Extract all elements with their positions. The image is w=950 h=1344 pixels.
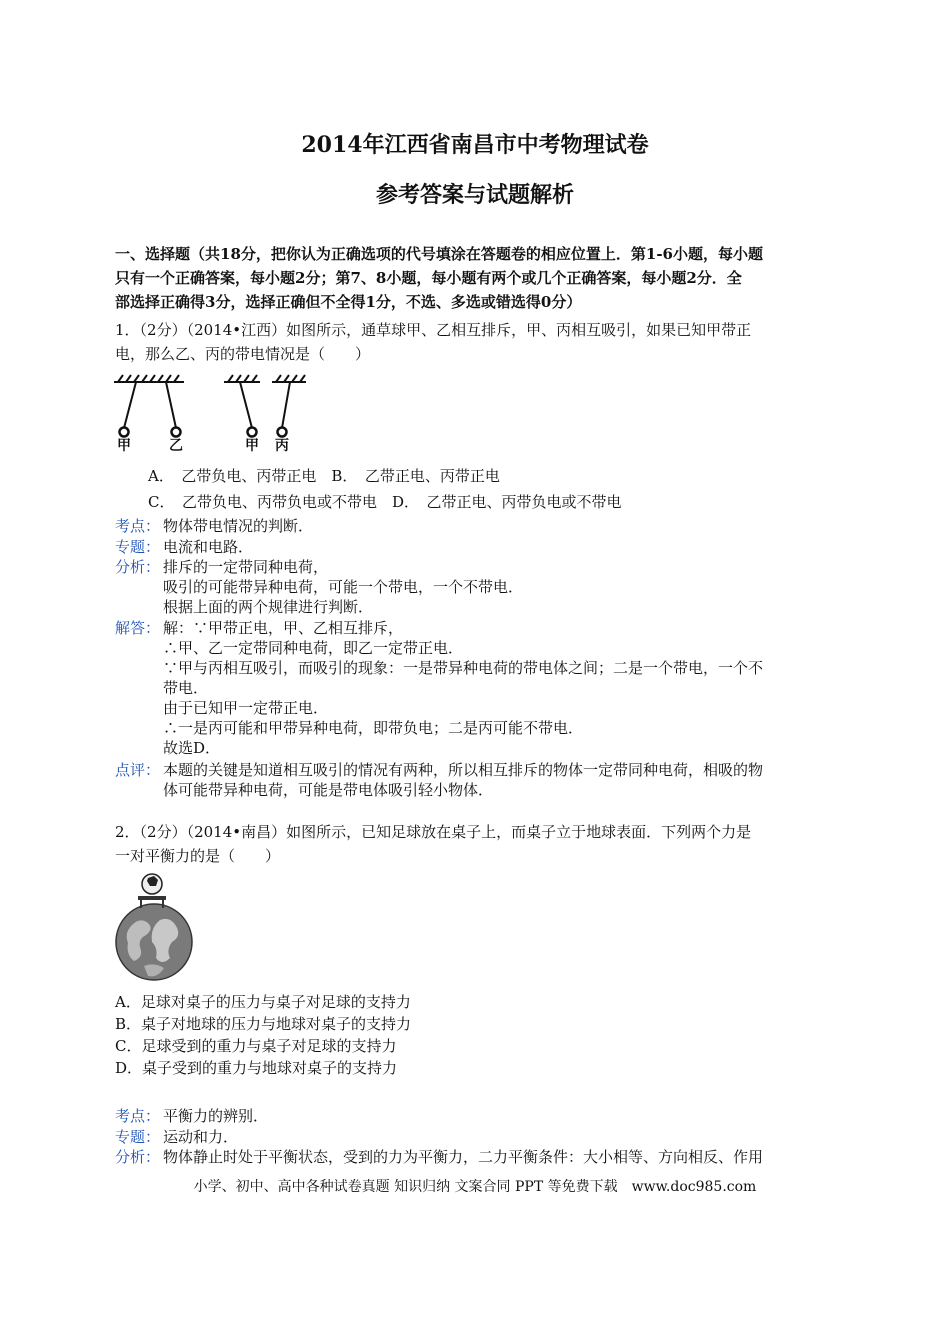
zhuanti-text: 电流和电路． — [163, 538, 254, 556]
fenxi-line: 根据上面的两个规律进行判断． — [163, 598, 374, 616]
jieda-line: 带电． — [163, 679, 209, 697]
jieda-line: 解：∵甲带正电，甲、乙相互排斥， — [163, 619, 404, 637]
jieda-line: ∴一是丙可能和甲带异种电荷，即带负电；二是丙可能不带电． — [163, 719, 584, 737]
jieda-line: ∴甲、乙一定带同种电荷，即乙一定带正电． — [163, 639, 464, 657]
q2-earth-table-ball-figure — [114, 870, 196, 986]
dianping-line: 体可能带异种电荷，可能是带电体吸引轻小物体． — [163, 781, 494, 799]
fenxi-text: 物体静止时处于平衡状态，受到的力为平衡力，二力平衡条件：大小相等、方向相反、作用 — [163, 1148, 764, 1166]
q2-option-c: C．足球受到的重力与桌子对足球的支持力 — [115, 1037, 397, 1055]
q1-stem-line: 1．（2分）（2014•江西）如图所示，通草球甲、乙相互排斥，甲、丙相互吸引，如果已知甲带正 — [115, 321, 752, 339]
zhuanti-label: 专题： — [115, 538, 161, 556]
kaodian-label: 考点： — [115, 1107, 161, 1125]
kaodian-text: 物体带电情况的判断． — [163, 517, 314, 535]
q2-stem-line: 一对平衡力的是（ ） — [115, 847, 281, 865]
page-footer: 小学、初中、高中各种试卷真题 知识归纳 文案合同 PPT 等免费下载 www.doc985.com — [193, 1179, 757, 1195]
zhuanti-text: 运动和力． — [163, 1128, 239, 1146]
dianping-label: 点评： — [115, 761, 161, 779]
section-header-line: 只有一个正确答案，每小题2分；第7、8小题，每小题有两个或几个正确答案，每小题2分．全 — [115, 269, 742, 287]
ball-label-yi: 乙 — [169, 438, 183, 454]
jieda-line: 由于已知甲一定带正电． — [163, 699, 329, 717]
q1-stem-line: 电，那么乙、丙的带电情况是（ ） — [115, 345, 371, 363]
jieda-label: 解答： — [115, 619, 161, 637]
ball-label-jia: 甲 — [117, 438, 131, 454]
q1-options-row: C． 乙带负电、丙带负电或不带电 D． 乙带正电、丙带负电或不带电 — [148, 493, 622, 511]
fenxi-line: 排斥的一定带同种电荷， — [163, 558, 329, 576]
kaodian-label: 考点： — [115, 517, 161, 535]
fenxi-label: 分析： — [115, 558, 161, 576]
dianping-line: 本题的关键是知道相互吸引的情况有两种，所以相互排斥的物体一定带同种电荷，相吸的物 — [163, 761, 764, 779]
section-header-line: 部选择正确得3分，选择正确但不全得1分，不选、多选或错选得0分） — [115, 293, 582, 311]
q1-options-row: A． 乙带负电、丙带正电 B． 乙带正电、丙带正电 — [148, 467, 500, 485]
zhuanti-label: 专题： — [115, 1128, 161, 1146]
kaodian-text: 平衡力的辨别． — [163, 1107, 269, 1125]
q2-option-b: B．桌子对地球的压力与地球对桌子的支持力 — [115, 1015, 412, 1033]
ball-label-jia: 甲 — [245, 438, 259, 454]
section-header-line: 一、选择题（共18分，把你认为正确选项的代号填涂在答题卷的相应位置上．第1-6小题，每小题 — [115, 245, 763, 263]
page-title: 2014年江西省南昌市中考物理试卷 — [301, 132, 649, 158]
jieda-line: 故选D． — [163, 739, 221, 757]
q2-option-d: D．桌子受到的重力与地球对桌子的支持力 — [115, 1059, 398, 1077]
fenxi-label: 分析： — [115, 1148, 161, 1166]
q2-stem-line: 2．（2分）（2014•南昌）如图所示，已知足球放在桌子上，而桌子立于地球表面．下列两个力是 — [115, 823, 752, 841]
fenxi-line: 吸引的可能带异种电荷，可能一个带电，一个不带电． — [163, 578, 524, 596]
jieda-line: ∵甲与丙相互吸引，而吸引的现象：一是带异种电荷的带电体之间；二是一个带电，一个不 — [163, 659, 764, 677]
page-subtitle: 参考答案与试题解析 — [375, 182, 574, 208]
ball-label-bing: 丙 — [275, 438, 289, 454]
q2-option-a: A．足球对桌子的压力与桌子对足球的支持力 — [115, 993, 411, 1011]
